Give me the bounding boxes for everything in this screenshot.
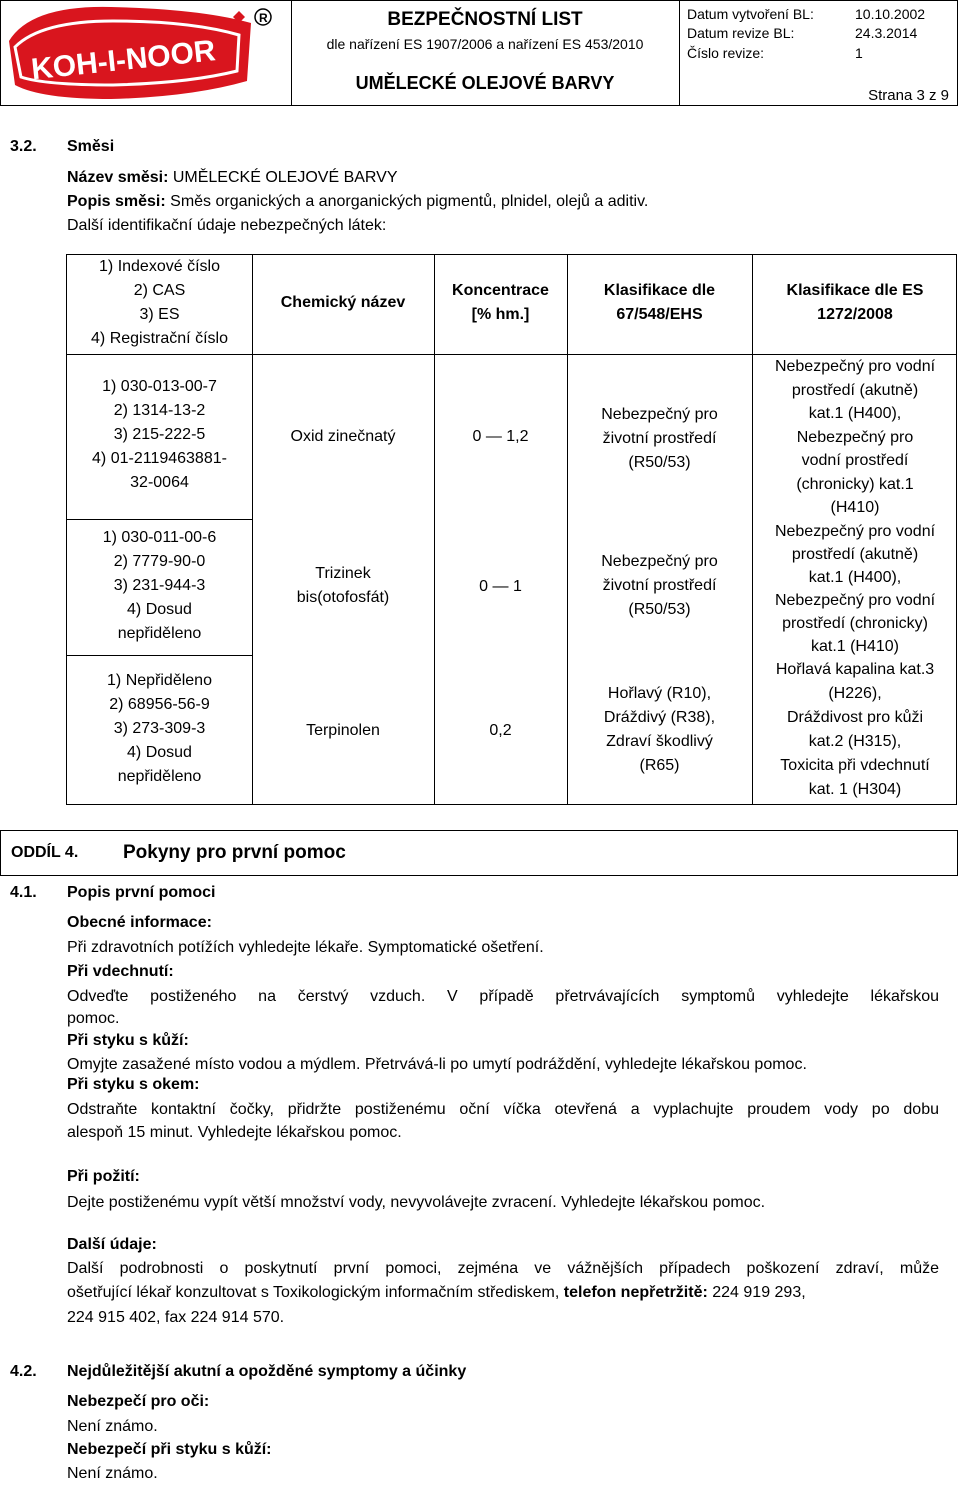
cls-line: Nebezpečný pro [601, 406, 718, 423]
cls-line: kat.1 (H400), [808, 405, 902, 422]
header-line: Koncentrace [452, 282, 549, 299]
page-number: Strana 3 z 9 [868, 87, 949, 104]
row2-classification-1272 [752, 520, 958, 658]
id-line: 4) 01-2119463881- [92, 450, 227, 467]
revision-value: 1 [855, 45, 863, 61]
other-identification-text: Další identifikační údaje nebezpečných látek: [67, 217, 387, 234]
inhalation-text-line2: pomoc. [67, 1010, 120, 1027]
mixture-desc-line [67, 193, 648, 211]
cls-line: prostředí (chronicky) [782, 615, 928, 632]
logo-area [1, 1, 292, 105]
cls-line: Nebezpečný pro [601, 553, 718, 570]
row1-classification-1272 [752, 355, 958, 520]
cls-line: životní prostředí [602, 430, 717, 447]
cls-line: vodní prostředí [801, 452, 909, 469]
cls-line: prostředí (akutně) [791, 546, 919, 563]
id-line: 4) Dosud [127, 601, 192, 618]
cls-line: (R50/53) [628, 601, 691, 618]
cls-line: Hořlavá kapalina kat.3 [775, 661, 935, 678]
more-info-text-line3: 224 915 402, fax 224 914 570. [67, 1309, 285, 1326]
product-name: UMĚLECKÉ OLEJOVÉ BARVY [355, 73, 615, 93]
header-line: 1272/2008 [817, 306, 893, 323]
more-info-text-line1: Další podrobnosti o poskytnutí první pomoci, zejména ve vážnějších případech poškození zdraví, může [67, 1260, 939, 1277]
hotline-number: 224 919 293, [712, 1284, 806, 1301]
section-4-title: Pokyny pro první pomoc [123, 842, 346, 863]
id-line: 2) 7779-90-0 [113, 553, 206, 570]
row2-classification-67 [567, 550, 752, 622]
chem-line: Trizinek [315, 565, 371, 582]
skin-contact-label: Při styku s kůží: [67, 1032, 189, 1049]
svg-text:R: R [259, 11, 268, 25]
general-info-text: Při zdravotních potížích vyhledejte lékaře. Symptomatické ošetření. [67, 939, 544, 956]
id-line: 1) 030-011-00-6 [102, 529, 217, 546]
skin-danger-label: Nebezpečí při styku s kůží: [67, 1441, 272, 1458]
cls-line: kat. 1 (H304) [808, 781, 902, 798]
section-4-number: ODDÍL 4. [11, 844, 79, 861]
cls-line: kat.1 (H400), [808, 569, 902, 586]
header-classification-67-548 [567, 279, 752, 327]
mixture-name-label: Název směsi: [67, 169, 169, 186]
cls-line: kat.1 (H410) [810, 638, 900, 655]
section-3-2-number: 3.2. [10, 138, 37, 155]
header-line: Klasifikace dle ES [786, 282, 924, 299]
row3-classification-67 [567, 682, 752, 778]
id-line: 1) 030-013-00-7 [102, 378, 217, 395]
id-line: 4) Dosud [127, 744, 192, 761]
cls-line: Nebezpečný pro vodní [774, 523, 936, 540]
hazardous-substances-table [66, 254, 957, 805]
id-line: 3) 273-309-3 [113, 720, 206, 737]
header-title-area [291, 1, 680, 105]
section-4-2-title: Nejdůležitější akutní a opožděné symptomy a účinky [67, 1363, 467, 1380]
skin-contact-text: Omyjte zasažené místo vodou a mýdlem. Přetrvává-li po umytí podráždění, vyhledejte lékařskou pomoc. [67, 1056, 807, 1073]
eye-contact-label: Při styku s okem: [67, 1076, 200, 1093]
document-header [0, 0, 958, 106]
id-line: 2) 1314-13-2 [113, 402, 206, 419]
general-info-label: Obecné informace: [67, 914, 212, 931]
cls-line: Toxicita při vdechnutí [780, 757, 930, 774]
section-4-1-number: 4.1. [10, 884, 37, 901]
revised-label: Datum revize BL: [687, 25, 795, 41]
cls-line: Dráždivost pro kůži [786, 709, 924, 726]
row2-ids [67, 526, 252, 646]
id-line: 3) 231-944-3 [113, 577, 206, 594]
row1-concentration: 0 — 1,2 [472, 428, 529, 445]
mixture-name-line [67, 169, 398, 187]
mixture-desc-label: Popis směsi: [67, 193, 166, 210]
ingestion-text: Dejte postiženému vypít větší množství vody, nevyvolávejte zvracení. Vyhledejte lékařskou pomoc. [67, 1194, 766, 1211]
skin-danger-text: Není známo. [67, 1465, 158, 1482]
header-id-line: 4) Registrační číslo [91, 330, 228, 347]
header-concentration [434, 279, 567, 327]
regulation-text: dle nařízení ES 1907/2006 a nařízení ES 453/2010 [326, 36, 644, 52]
cls-line: Zdraví škodlivý [606, 733, 713, 750]
created-date-row [687, 6, 925, 22]
koh-i-noor-logo [1, 1, 289, 105]
row3-ids [67, 669, 252, 789]
id-line: nepřiděleno [117, 768, 202, 785]
cls-line: Nebezpečný pro [796, 428, 914, 446]
cls-line: prostředí (akutně) [791, 381, 919, 399]
cls-line: Hořlavý (R10), [607, 685, 712, 702]
cls-line: Dráždivý (R38), [603, 709, 716, 726]
created-label: Datum vytvoření BL: [687, 6, 814, 22]
cls-line: Nebezpečný pro vodní [774, 592, 936, 609]
section-4-header [0, 830, 958, 876]
header-ids [67, 255, 252, 351]
cls-line: Nebezpečný pro vodní [774, 358, 936, 375]
more-info-label: Další údaje: [67, 1236, 157, 1253]
row2-concentration: 0 — 1 [479, 578, 522, 595]
header-line: [% hm.] [471, 306, 530, 323]
section-3-2-title: Směsi [67, 138, 115, 155]
row2-chemical-name [252, 562, 434, 610]
inhalation-text-line1: Odveďte postiženého na čerstvý vzduch. V případě přetrvávajících symptomů vyhledejte lékařskou [67, 988, 939, 1005]
document-title: BEZPEČNOSTNÍ LIST [387, 9, 583, 30]
eye-contact-text-line1: Odstraňte kontaktní čočky, přidržte postiženému oční víčka otevřená a vyplachujte proudem vody po dobu [67, 1101, 939, 1118]
cls-line: (R50/53) [628, 454, 691, 471]
header-id-line: 2) CAS [133, 282, 186, 299]
id-line: 32-0064 [130, 474, 189, 491]
section-4-2-number: 4.2. [10, 1363, 37, 1380]
cls-line: kat.2 (H315), [808, 733, 902, 750]
cls-line: (R65) [639, 757, 680, 774]
header-id-line: 1) Indexové číslo [99, 258, 220, 275]
inhalation-label: Při vdechnutí: [67, 963, 174, 980]
row1-chemical-name: Oxid zinečnatý [290, 428, 396, 445]
eye-danger-label: Nebezpečí pro oči: [67, 1393, 210, 1410]
logo-text: KOH-I-NOOR [29, 34, 218, 87]
header-line: 67/548/EHS [616, 306, 703, 323]
revised-value: 24.3.2014 [855, 25, 918, 41]
mixture-desc-value: Směs organických a anorganických pigmentů, plnidel, olejů a aditiv. [170, 193, 649, 210]
eye-danger-text: Není známo. [67, 1418, 158, 1435]
more-info-text-part: ošetřující lékař konzultovat s Toxikologickým informačním střediskem, [67, 1284, 560, 1301]
mixture-name-value: UMĚLECKÉ OLEJOVÉ BARVY [172, 169, 398, 186]
header-meta-area [679, 1, 959, 105]
header-classification-1272 [752, 279, 958, 327]
more-info-text-line2 [67, 1284, 806, 1302]
revision-label: Číslo revize: [687, 45, 765, 61]
id-line: nepřiděleno [117, 625, 202, 642]
eye-contact-text-line2: alespoň 15 minut. Vyhledejte lékařskou pomoc. [67, 1124, 402, 1141]
revised-date-row [687, 25, 917, 41]
id-line: 3) 215-222-5 [113, 426, 206, 443]
cls-line: (H226), [828, 685, 882, 702]
header-id-line: 3) ES [139, 306, 180, 323]
hotline-label: telefon nepřetržitě: [563, 1284, 708, 1301]
row1-ids [67, 375, 252, 495]
cls-line: životní prostředí [602, 577, 717, 594]
row3-chemical-name: Terpinolen [306, 722, 380, 739]
id-line: 2) 68956-56-9 [109, 696, 210, 713]
id-line: 1) Nepřiděleno [107, 672, 212, 689]
header-line: Klasifikace dle [603, 282, 716, 299]
chem-line: bis(otofosfát) [296, 589, 390, 606]
row1-classification-67 [567, 403, 752, 475]
section-4-1-title: Popis první pomoci [67, 884, 216, 901]
row3-concentration: 0,2 [489, 722, 512, 739]
header-chemical-name: Chemický název [280, 294, 406, 311]
created-value: 10.10.2002 [855, 6, 926, 22]
cls-line: (H410) [830, 499, 880, 516]
cls-line: (chronicky) kat.1 [796, 475, 914, 493]
revision-row [687, 45, 863, 61]
row3-classification-1272 [752, 658, 958, 802]
ingestion-label: Při požití: [67, 1168, 140, 1185]
